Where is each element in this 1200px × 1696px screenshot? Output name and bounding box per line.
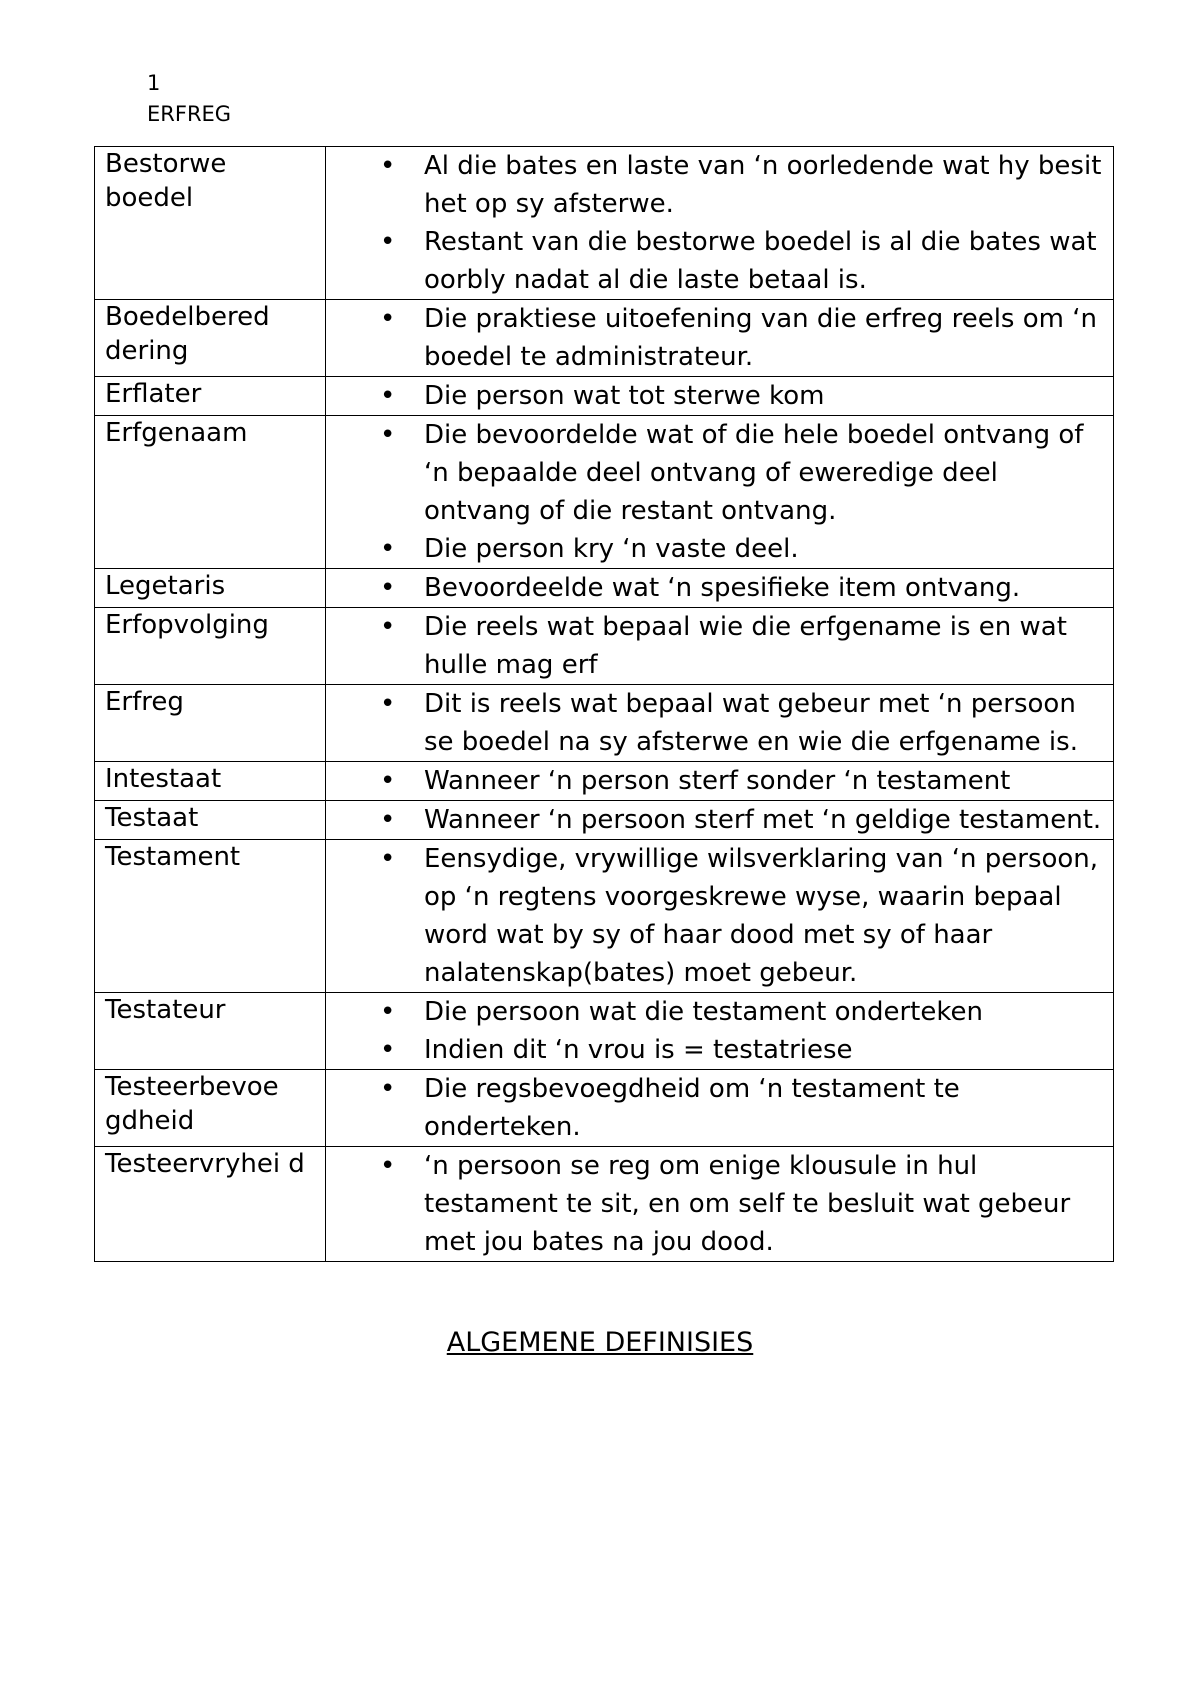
definition-term: Erfreg bbox=[95, 685, 326, 762]
definition-description bbox=[326, 685, 1114, 762]
bullet-item: • ‘n persoon se reg om enige klousule in hul testament te sit, en om self te besluit wat gebeur met jou bates na jou dood. bbox=[326, 1147, 1105, 1261]
definition-row bbox=[95, 801, 1114, 840]
bullet-list bbox=[326, 1070, 1105, 1146]
definition-term: Bestorwe boedel bbox=[95, 147, 326, 300]
definitions-table bbox=[94, 146, 1114, 1262]
bullet-item: • Wanneer ‘n person sterf sonder ‘n testament bbox=[326, 762, 1105, 800]
definition-term: Testaat bbox=[95, 801, 326, 840]
definition-term: Testament bbox=[95, 840, 326, 993]
definition-row bbox=[95, 569, 1114, 608]
definition-term: Testeervryhei d bbox=[95, 1147, 326, 1262]
bullet-list bbox=[326, 801, 1105, 839]
bullet-list bbox=[326, 685, 1105, 761]
definition-row bbox=[95, 300, 1114, 377]
definition-description bbox=[326, 1147, 1114, 1262]
definition-description bbox=[326, 416, 1114, 569]
definition-term: Testateur bbox=[95, 993, 326, 1070]
definition-term: Boedelbered dering bbox=[95, 300, 326, 377]
section-title-text: ALGEMENE DEFINISIES bbox=[446, 1327, 754, 1358]
definition-row bbox=[95, 1070, 1114, 1147]
definition-description bbox=[326, 608, 1114, 685]
bullet-list bbox=[326, 762, 1105, 800]
bullet-list bbox=[326, 1147, 1105, 1261]
definition-term: Erflater bbox=[95, 377, 326, 416]
definition-description bbox=[326, 840, 1114, 993]
bullet-list bbox=[326, 993, 1105, 1069]
definition-row bbox=[95, 1147, 1114, 1262]
bullet-item: • Die reels wat bepaal wie die erfgename is en wat hulle mag erf bbox=[326, 608, 1105, 684]
definition-description bbox=[326, 993, 1114, 1070]
definition-description bbox=[326, 569, 1114, 608]
definition-row bbox=[95, 762, 1114, 801]
page-header-title: ERFREG bbox=[147, 102, 232, 126]
page-number: 1 bbox=[147, 71, 161, 95]
definition-row bbox=[95, 147, 1114, 300]
bullet-item: • Die praktiese uitoefening van die erfreg reels om ‘n boedel te administrateur. bbox=[326, 300, 1105, 376]
bullet-item: • Die regsbevoegdheid om ‘n testament te onderteken. bbox=[326, 1070, 1105, 1146]
definition-description bbox=[326, 1070, 1114, 1147]
bullet-item: • Bevoordeelde wat ‘n spesifieke item ontvang. bbox=[326, 569, 1105, 607]
bullet-item: • Dit is reels wat bepaal wat gebeur met ‘n persoon se boedel na sy afsterwe en wie die erfgename is. bbox=[326, 685, 1105, 761]
bullet-item: • Eensydige, vrywillige wilsverklaring van ‘n persoon, op ‘n regtens voorgeskrewe wyse, waarin bepaal word wat by sy of haar dood met sy of haar nalatenskap(bates) moet gebeur. bbox=[326, 840, 1105, 992]
definition-row bbox=[95, 685, 1114, 762]
definition-row bbox=[95, 840, 1114, 993]
definition-description bbox=[326, 300, 1114, 377]
bullet-item: • Die bevoordelde wat of die hele boedel ontvang of ‘n bepaalde deel ontvang of eweredige deel ontvang of die restant ontvang. bbox=[326, 416, 1105, 530]
definition-row bbox=[95, 608, 1114, 685]
definition-description bbox=[326, 801, 1114, 840]
bullet-list bbox=[326, 416, 1105, 568]
bullet-item: • Al die bates en laste van ‘n oorledende wat hy besit het op sy afsterwe. bbox=[326, 147, 1105, 223]
definition-term: Intestaat bbox=[95, 762, 326, 801]
definition-description bbox=[326, 147, 1114, 300]
bullet-item: • Restant van die bestorwe boedel is al die bates wat oorbly nadat al die laste betaal is. bbox=[326, 223, 1105, 299]
definition-term: Testeerbevoe gdheid bbox=[95, 1070, 326, 1147]
definition-term: Erfopvolging bbox=[95, 608, 326, 685]
bullet-item: • Die person wat tot sterwe kom bbox=[326, 377, 1105, 415]
bullet-list bbox=[326, 840, 1105, 992]
definition-term: Legetaris bbox=[95, 569, 326, 608]
bullet-item: • Die person kry ‘n vaste deel. bbox=[326, 530, 1105, 568]
bullet-item: • Die persoon wat die testament onderteken bbox=[326, 993, 1105, 1031]
bullet-list bbox=[326, 608, 1105, 684]
definition-description bbox=[326, 377, 1114, 416]
definition-description bbox=[326, 762, 1114, 801]
definition-row bbox=[95, 416, 1114, 569]
bullet-list bbox=[326, 300, 1105, 376]
definition-row bbox=[95, 377, 1114, 416]
definition-row bbox=[95, 993, 1114, 1070]
bullet-list bbox=[326, 569, 1105, 607]
bullet-item: • Indien dit ‘n vrou is = testatriese bbox=[326, 1031, 1105, 1069]
bullet-list bbox=[326, 147, 1105, 299]
bullet-list bbox=[326, 377, 1105, 415]
bullet-item: • Wanneer ‘n persoon sterf met ‘n geldige testament. bbox=[326, 801, 1105, 839]
definition-term: Erfgenaam bbox=[95, 416, 326, 569]
section-title bbox=[0, 1326, 1200, 1360]
